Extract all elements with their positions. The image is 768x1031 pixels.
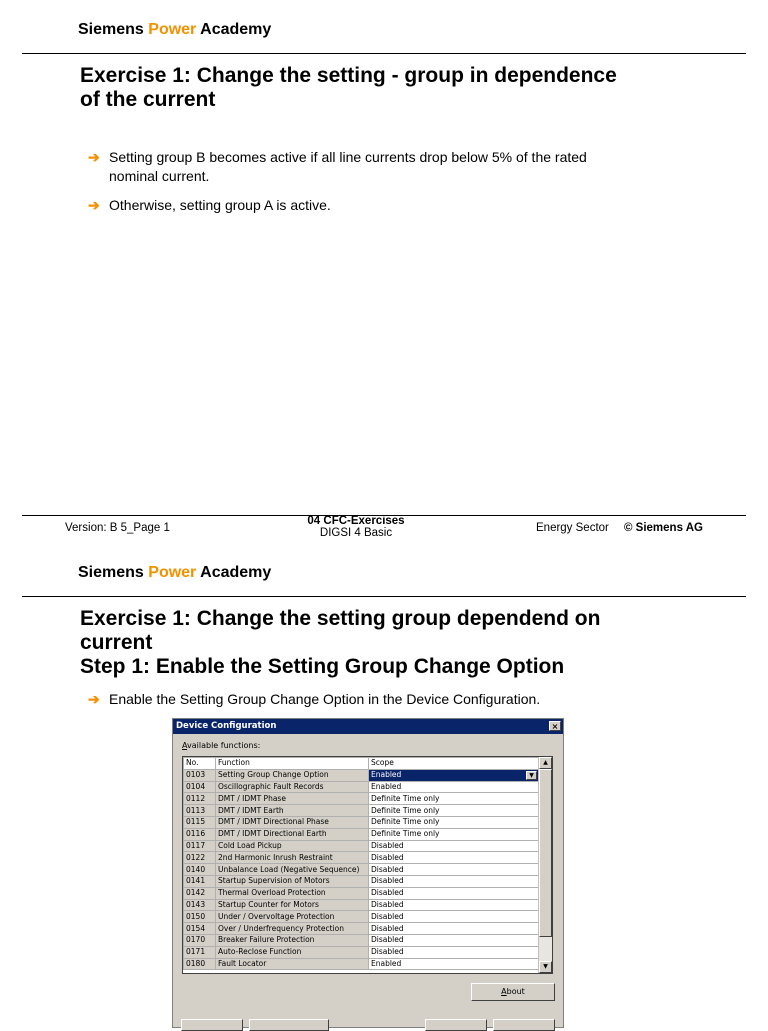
cell-function: Startup Counter for Motors <box>216 899 369 911</box>
step-title: Step 1: Enable the Setting Group Change Option <box>80 655 565 678</box>
bullet-text-line-1: Setting group B becomes active if all line currents drop below 5% of the rated <box>109 149 587 165</box>
about-button-mnemonic: A <box>501 987 507 996</box>
cell-scope[interactable]: Disabled <box>369 923 539 935</box>
about-button-label: bout <box>506 987 525 996</box>
cell-no: 0154 <box>184 923 216 935</box>
bullet-item <box>88 148 728 186</box>
cell-scope[interactable]: Definite Time only <box>369 828 539 840</box>
table-row[interactable] <box>184 781 539 793</box>
cell-scope[interactable]: Disabled <box>369 899 539 911</box>
header-rule <box>22 53 746 54</box>
page-title-line-1: Exercise 1: Change the setting - group in dependence <box>80 64 617 87</box>
cell-no: 0171 <box>184 946 216 958</box>
available-functions-label-mnemonic: A <box>182 741 188 750</box>
cell-no: 0117 <box>184 840 216 852</box>
table-row[interactable] <box>184 911 539 923</box>
cell-function: DMT / IDMT Phase <box>216 793 369 805</box>
cell-scope[interactable]: Disabled <box>369 911 539 923</box>
cell-no: 0140 <box>184 864 216 876</box>
page-title-line-2: current <box>80 631 153 654</box>
chevron-down-icon[interactable]: ▼ <box>526 771 537 780</box>
cell-scope[interactable]: Disabled <box>369 875 539 887</box>
functions-grid[interactable] <box>182 756 553 974</box>
cell-scope[interactable]: Disabled <box>369 934 539 946</box>
scope-dropdown[interactable] <box>369 769 539 781</box>
brand-academy: Academy <box>196 21 272 38</box>
footer-sector: Energy Sector <box>536 522 609 534</box>
cell-no: 0143 <box>184 899 216 911</box>
bullet-text: Otherwise, setting group A is active. <box>109 197 331 213</box>
cell-scope[interactable]: Disabled <box>369 887 539 899</box>
cell-function: DMT / IDMT Directional Earth <box>216 828 369 840</box>
bottom-button-3[interactable] <box>425 1019 487 1031</box>
column-header-scope[interactable]: Scope <box>369 758 539 770</box>
close-icon[interactable]: × <box>549 721 561 731</box>
cell-scope[interactable]: Enabled <box>369 781 539 793</box>
page-title-line-2: of the current <box>80 88 216 111</box>
cell-scope[interactable]: Definite Time only <box>369 805 539 817</box>
cell-function: Startup Supervision of Motors <box>216 875 369 887</box>
table-row[interactable] <box>184 946 539 958</box>
vertical-scrollbar[interactable] <box>538 757 552 973</box>
table-header-row <box>184 758 539 770</box>
table-row[interactable] <box>184 899 539 911</box>
cell-function: DMT / IDMT Earth <box>216 805 369 817</box>
table-row[interactable] <box>184 816 539 828</box>
table-row[interactable] <box>184 887 539 899</box>
page-title <box>80 64 617 112</box>
cell-scope[interactable]: Disabled <box>369 840 539 852</box>
scroll-up-icon[interactable]: ▲ <box>539 757 552 769</box>
table-row[interactable] <box>184 828 539 840</box>
table-row[interactable] <box>184 805 539 817</box>
cell-scope[interactable]: Definite Time only <box>369 793 539 805</box>
cell-no: 0116 <box>184 828 216 840</box>
cell-function: Breaker Failure Protection <box>216 934 369 946</box>
available-functions-label-text: vailable functions: <box>187 741 261 750</box>
cell-scope[interactable]: Disabled <box>369 946 539 958</box>
cell-no: 0115 <box>184 816 216 828</box>
cell-function: Under / Overvoltage Protection <box>216 911 369 923</box>
cell-function: Unbalance Load (Negative Sequence) <box>216 864 369 876</box>
cell-no: 0104 <box>184 781 216 793</box>
arrow-bullet-icon: ➔ <box>88 197 100 213</box>
table-row[interactable] <box>184 769 539 781</box>
cell-no: 0141 <box>184 875 216 887</box>
arrow-bullet-icon: ➔ <box>88 149 100 165</box>
cell-no: 0113 <box>184 805 216 817</box>
cell-function: Thermal Overload Protection <box>216 887 369 899</box>
table-row[interactable] <box>184 923 539 935</box>
bullet-item <box>88 196 728 215</box>
bottom-button-2[interactable] <box>249 1019 329 1031</box>
page-title <box>80 607 600 679</box>
cell-function: DMT / IDMT Directional Phase <box>216 816 369 828</box>
table-row[interactable] <box>184 934 539 946</box>
table-row[interactable] <box>184 793 539 805</box>
cell-scope[interactable]: Disabled <box>369 852 539 864</box>
cell-scope[interactable]: Disabled <box>369 864 539 876</box>
brand-siemens: Siemens <box>78 21 149 38</box>
column-header-function[interactable]: Function <box>216 758 369 770</box>
cell-function: 2nd Harmonic Inrush Restraint <box>216 852 369 864</box>
dialog-title-bar[interactable] <box>173 719 563 734</box>
cell-no: 0122 <box>184 852 216 864</box>
table-row[interactable] <box>184 852 539 864</box>
arrow-bullet-icon: ➔ <box>88 691 100 707</box>
scroll-down-icon[interactable]: ▼ <box>539 961 552 973</box>
table-row[interactable] <box>184 875 539 887</box>
cell-function: Cold Load Pickup <box>216 840 369 852</box>
brand-logo-text <box>78 564 271 582</box>
bullet-text: Enable the Setting Group Change Option in the Device Configuration. <box>109 691 541 707</box>
about-button[interactable] <box>471 983 555 1001</box>
dialog-title: Device Configuration <box>176 721 277 731</box>
cell-scope[interactable]: Enabled <box>369 958 539 970</box>
footer-course: DIGSI 4 Basic <box>319 527 393 539</box>
scrollbar-thumb[interactable] <box>539 769 552 937</box>
cell-function: Oscillographic Fault Records <box>216 781 369 793</box>
cell-function: Over / Underfrequency Protection <box>216 923 369 935</box>
brand-academy: Academy <box>196 564 272 581</box>
functions-table <box>183 757 539 970</box>
footer-version: Version: B 5_Page 1 <box>65 522 170 534</box>
table-row[interactable] <box>184 864 539 876</box>
column-header-no[interactable]: No. <box>184 758 216 770</box>
table-row[interactable] <box>184 840 539 852</box>
header-rule <box>22 596 746 597</box>
cell-no: 0103 <box>184 769 216 781</box>
cell-function: Auto-Reclose Function <box>216 946 369 958</box>
bullet-text-line-2: nominal current. <box>109 168 210 184</box>
brand-logo-text <box>78 21 271 39</box>
cell-scope[interactable]: Definite Time only <box>369 816 539 828</box>
bottom-button-1[interactable] <box>181 1019 243 1031</box>
bullet-text <box>109 148 587 186</box>
page-title-line-1: Exercise 1: Change the setting group dependend on <box>80 607 601 630</box>
device-configuration-dialog <box>172 718 564 1028</box>
cell-function: Fault Locator <box>216 958 369 970</box>
footer-module <box>256 515 456 539</box>
bullet-item <box>88 690 728 709</box>
bottom-button-4[interactable] <box>493 1019 555 1031</box>
brand-power: Power <box>148 21 197 38</box>
cell-no: 0142 <box>184 887 216 899</box>
cell-no: 0170 <box>184 934 216 946</box>
available-functions-label <box>182 741 260 750</box>
cell-function: Setting Group Change Option <box>216 769 369 781</box>
cell-no: 0150 <box>184 911 216 923</box>
footer-copyright: © Siemens AG <box>624 522 703 534</box>
cell-no: 0180 <box>184 958 216 970</box>
footer-module-title: 04 CFC-Exercises <box>307 515 405 527</box>
cell-no: 0112 <box>184 793 216 805</box>
table-row[interactable] <box>184 958 539 970</box>
brand-power: Power <box>148 564 197 581</box>
scope-dropdown-value: Enabled <box>371 770 402 780</box>
brand-siemens: Siemens <box>78 564 149 581</box>
